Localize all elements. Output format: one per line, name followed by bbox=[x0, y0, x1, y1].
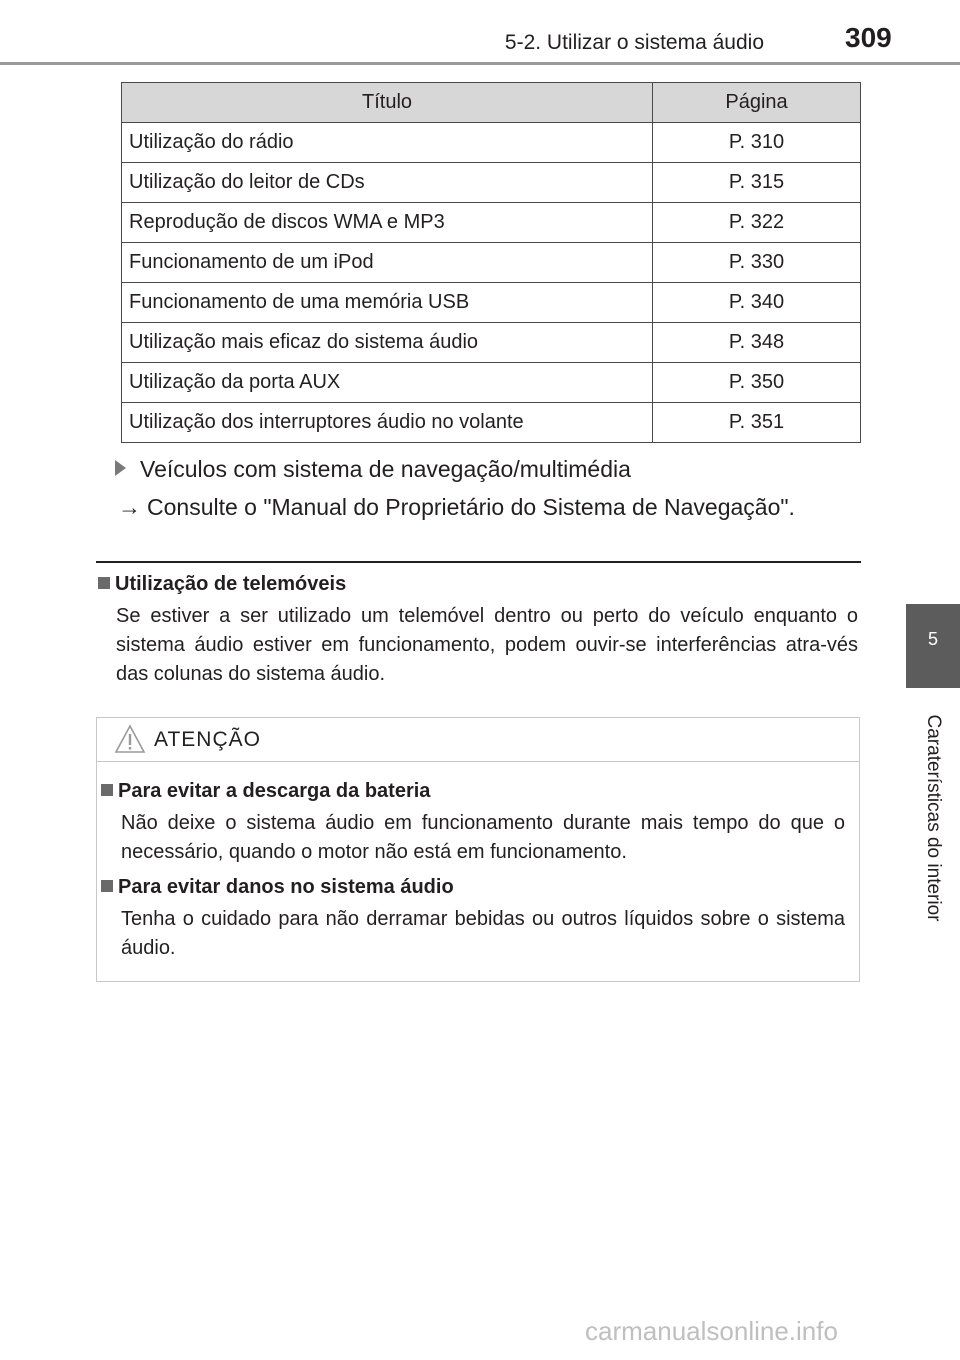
toc-row-page: P. 350 bbox=[653, 363, 861, 403]
square-bullet-icon bbox=[101, 784, 113, 796]
warning-label: ATENÇÃO bbox=[154, 728, 261, 751]
square-bullet-icon bbox=[101, 880, 113, 892]
toc-row-page: P. 340 bbox=[653, 283, 861, 323]
navigation-vehicles-line bbox=[115, 456, 631, 483]
toc-row-page: P. 348 bbox=[653, 323, 861, 363]
header-section-title: 5-2. Utilizar o sistema áudio bbox=[504, 31, 764, 54]
section-divider bbox=[96, 561, 861, 563]
right-arrow-icon: → bbox=[118, 494, 141, 520]
note-heading bbox=[98, 573, 346, 596]
triangle-bullet-icon bbox=[115, 460, 126, 476]
table-row bbox=[122, 243, 861, 283]
toc-row-page: P. 330 bbox=[653, 243, 861, 283]
page-number: 309 bbox=[845, 22, 892, 53]
toc-header-page: Página bbox=[653, 83, 861, 123]
warning-item-body: Não deixe o sistema áudio em funcionamento durante mais tempo do que o necessário, quando o motor não está em funcionamento. bbox=[121, 812, 845, 863]
warning-header bbox=[97, 718, 859, 762]
chapter-label: Caraterísticas do interior bbox=[923, 714, 944, 922]
watermark: carmanualsonline.info bbox=[585, 1316, 838, 1346]
toc-row-title: Utilização mais eficaz do sistema áudio bbox=[122, 323, 653, 363]
note-title-text: Utilização de telemóveis bbox=[115, 573, 347, 595]
warning-item-title-text: Para evitar a descarga da bateria bbox=[118, 780, 431, 802]
toc-row-title: Utilização da porta AUX bbox=[122, 363, 653, 403]
toc-row-page: P. 351 bbox=[653, 403, 861, 443]
toc-header-title: Título bbox=[122, 83, 653, 123]
warning-box bbox=[96, 717, 860, 982]
warning-item-body: Tenha o cuidado para não derramar bebidas ou outros líquidos sobre o sistema áudio. bbox=[121, 908, 845, 959]
table-row bbox=[122, 203, 861, 243]
chapter-tab bbox=[906, 604, 960, 688]
toc-row-page: P. 322 bbox=[653, 203, 861, 243]
toc-table bbox=[121, 82, 861, 443]
navigation-reference-text: Consulte o "Manual do Proprietário do Sistema de Navegação". bbox=[147, 494, 795, 520]
table-row bbox=[122, 323, 861, 363]
square-bullet-icon bbox=[98, 577, 110, 589]
chapter-number: 5 bbox=[927, 629, 938, 649]
toc-row-title: Reprodução de discos WMA e MP3 bbox=[122, 203, 653, 243]
toc-header-row bbox=[122, 83, 861, 123]
table-row bbox=[122, 403, 861, 443]
toc-row-page: P. 310 bbox=[653, 123, 861, 163]
table-row bbox=[122, 363, 861, 403]
toc-row-title: Funcionamento de uma memória USB bbox=[122, 283, 653, 323]
toc-row-title: Utilização do rádio bbox=[122, 123, 653, 163]
toc-row-title: Funcionamento de um iPod bbox=[122, 243, 653, 283]
warning-item-title bbox=[101, 780, 430, 803]
warning-item-title-text: Para evitar danos no sistema áudio bbox=[118, 876, 454, 898]
toc-row-title: Utilização dos interruptores áudio no volante bbox=[122, 403, 653, 443]
navigation-vehicles-text: Veículos com sistema de navegação/multimédia bbox=[140, 456, 631, 482]
warning-item-title bbox=[101, 876, 454, 899]
table-row bbox=[122, 163, 861, 203]
header-rule bbox=[0, 62, 960, 65]
table-row bbox=[122, 283, 861, 323]
navigation-reference-line bbox=[118, 494, 795, 521]
warning-triangle-icon bbox=[114, 724, 146, 754]
toc-row-title: Utilização do leitor de CDs bbox=[122, 163, 653, 203]
toc-row-page: P. 315 bbox=[653, 163, 861, 203]
table-row bbox=[122, 123, 861, 163]
note-body: Se estiver a ser utilizado um telemóvel dentro ou perto do veículo enquanto o sistema áudio estiver em funcionamento, podem ouvir-se interferências atra-vés das colunas do sistema áudio. bbox=[116, 605, 858, 685]
